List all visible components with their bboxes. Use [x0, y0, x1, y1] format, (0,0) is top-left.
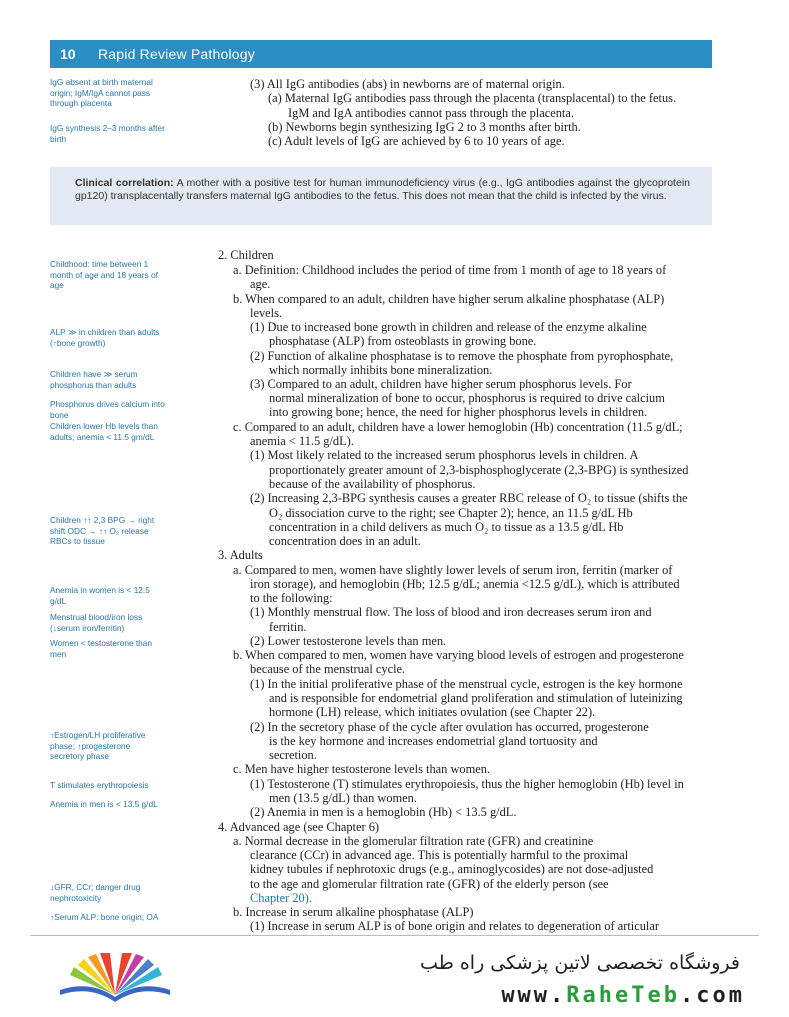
text-line: kidney tubules if nephrotoxic drugs (e.g., aminoglycosides) are not dose-adjusted	[250, 862, 654, 876]
text-line: secretion.	[269, 748, 317, 762]
text-line: because of the menstrual cycle.	[250, 662, 406, 676]
text-line: (1) Monthly menstrual flow. The loss of blood and iron decreases serum iron and	[250, 605, 652, 619]
clinical-correlation-text	[75, 177, 690, 203]
side-note: ↑Serum ALP: bone origin; OA	[50, 912, 159, 922]
text-line: (c) Adult levels of IgG are achieved by 6 to 10 years of age.	[268, 134, 565, 148]
clinical-correlation-box	[50, 167, 712, 225]
text-line: to the following:	[250, 591, 333, 605]
text-line: proportionately greater amount of 2,3-bisphosphoglycerate (2,3-BPG) is synthesized	[269, 463, 689, 477]
text-line: c. Men have higher testosterone levels than women.	[233, 762, 491, 776]
text-line: 4. Advanced age (see Chapter 6)	[218, 820, 380, 834]
text-line: age.	[250, 277, 271, 291]
text-line: (1) Most likely related to the increased serum phosphorus levels in children. A	[250, 448, 639, 462]
chapter-link[interactable]: Chapter 20).	[250, 891, 312, 905]
text-line: c. Compared to an adult, children have a lower hemoglobin (Hb) concentration (11.5 g/dL;	[233, 420, 683, 434]
text-line: (b) Newborns begin synthesizing IgG 2 to 3 months after birth.	[268, 120, 581, 134]
text-line: phosphatase (ALP) from osteoblasts in growing bone.	[269, 334, 537, 348]
shop-url[interactable]	[405, 983, 745, 1008]
side-note: Children lower Hb levels than adults; anemia < 11.5 gm/dL	[50, 421, 158, 442]
text-line: a. Normal decrease in the glomerular filtration rate (GFR) and creatinine	[233, 834, 594, 848]
side-note: Anemia in men is < 13.5 g/dL	[50, 799, 158, 809]
text-line: 3. Adults	[218, 548, 263, 562]
shop-name: فروشگاه تخصصی لاتین پزشکی راه طب	[420, 952, 740, 974]
side-note: IgG absent at birth maternal origin; IgM/IgA cannot pass through placenta	[50, 77, 153, 108]
text-line: b. When compared to men, women have varying blood levels of estrogen and progesterone	[233, 648, 684, 662]
text-line: a. Compared to men, women have slightly lower levels of serum iron, ferritin (marker of	[233, 563, 673, 577]
text-line: anemia < 11.5 g/dL).	[250, 434, 354, 448]
side-note: ↓GFR, CCr; danger drug nephrotoxicity	[50, 882, 141, 903]
side-note: T stimulates erythropoiesis	[50, 780, 149, 790]
text-line: (1) Increase in serum ALP is of bone origin and relates to degeneration of articular	[250, 919, 659, 933]
text-line: because of the availability of phosphorus.	[269, 477, 476, 491]
text-line: to the age and glomerular filtration rate (GFR) of the elderly person (see	[250, 877, 609, 891]
text-line: (2) In the secretory phase of the cycle after ovulation has occurred, progesterone	[250, 720, 649, 734]
side-note: ↑Estrogen/LH proliferative phase; ↑progesterone secretory phase	[50, 730, 146, 761]
url-suffix: .com	[680, 983, 745, 1008]
clinical-correlation-body: A mother with a positive test for human immunodeficiency virus (e.g., IgG antibodies against the glycoprotein gp120) transplacentally transfers maternal IgG antibodies to the fetus. This does not mean that the child is infected by the virus.	[75, 177, 690, 202]
text-line: (3) Compared to an adult, children have higher serum phosphorus levels. For	[250, 377, 632, 391]
footer-divider	[30, 935, 759, 936]
text-line: O₂ dissociation curve to the right; see Chapter 2); hence, an 11.5 g/dL Hb	[269, 506, 633, 520]
text-line: a. Definition: Childhood includes the period of time from 1 month of age to 18 years of	[233, 263, 667, 277]
text-line: clearance (CCr) in advanced age. This is potentially harmful to the proximal	[250, 848, 629, 862]
text-line: (2) Increasing 2,3-BPG synthesis causes a greater RBC release of O₂ to tissue (shifts the	[250, 491, 688, 505]
text-line: which normally inhibits bone mineralization.	[269, 363, 493, 377]
text-line: concentration in a child delivers as much O₂ to tissue as a 13.5 g/dL Hb	[269, 520, 624, 534]
side-note: ALP ≫ in children than adults (↑bone growth)	[50, 327, 160, 348]
text-line: (1) Testosterone (T) stimulates erythropoiesis, thus the higher hemoglobin (Hb) level in	[250, 777, 684, 791]
clinical-correlation-label: Clinical correlation:	[75, 177, 174, 189]
text-line: (a) Maternal IgG antibodies pass through the placenta (transplacental) to the fetus.	[268, 91, 677, 105]
text-line: 2. Children	[218, 248, 274, 262]
text-line: men (13.5 g/dL) than women.	[269, 791, 417, 805]
text-line: (2) Anemia in men is a hemoglobin (Hb) < 13.5 g/dL.	[250, 805, 517, 819]
url-prefix: www.	[501, 983, 567, 1008]
side-note: Children have ≫ serum phosphorus than adults	[50, 369, 138, 390]
text-line: (3) All IgG antibodies (abs) in newborns are of maternal origin.	[250, 77, 565, 91]
text-line: (1) Due to increased bone growth in children and release of the enzyme alkaline	[250, 320, 647, 334]
url-brand: RaheTeb	[566, 983, 681, 1008]
text-line: hormone (LH) release, which initiates ovulation (see Chapter 22).	[269, 705, 596, 719]
text-line: (2) Lower testosterone levels than men.	[250, 634, 447, 648]
text-line: levels.	[250, 306, 282, 320]
text-line: normal mineralization of bone to occur, phosphorus is required to drive calcium	[269, 391, 665, 405]
text-line: and is responsible for endometrial gland proliferation and stimulation of luteinizing	[269, 691, 683, 705]
side-note: IgG synthesis 2–3 months after birth	[50, 123, 165, 144]
text-line: concentration does in an adult.	[269, 534, 421, 548]
text-line: iron storage), and hemoglobin (Hb; 12.5 g/dL; anemia <12.5 g/dL), which is attributed	[250, 577, 680, 591]
text-line: b. When compared to an adult, children have higher serum alkaline phosphatase (ALP)	[233, 292, 665, 306]
text-line: b. Increase in serum alkaline phosphatase (ALP)	[233, 905, 474, 919]
text-line: into growing bone; hence, the need for higher phosphorus levels in children.	[269, 405, 648, 419]
side-note: Phosphorus drives calcium into bone	[50, 399, 165, 420]
side-note: Menstrual blood/iron loss (↓serum iron/ferritin)	[50, 612, 143, 633]
side-note: Women < testosterone than men	[50, 638, 153, 659]
text-line: is the key hormone and increases endometrial gland tortuosity and	[269, 734, 598, 748]
book-logo-icon	[40, 945, 190, 1005]
text-line: ferritin.	[269, 620, 307, 634]
page-header	[50, 40, 712, 68]
book-title: Rapid Review Pathology	[98, 46, 255, 62]
side-note: Children ↑↑ 2,3 BPG → right shift ODC → ↑↑ O₂ release RBCs to tissue	[50, 515, 155, 546]
side-note: Childhood: time between 1 month of age and 18 years of age	[50, 259, 158, 290]
text-line: (1) In the initial proliferative phase of the menstrual cycle, estrogen is the key hormone	[250, 677, 683, 691]
side-note: Anemia in women is < 12.5 g/dL	[50, 585, 150, 606]
text-line: (2) Function of alkaline phosphatase is to remove the phosphate from pyrophosphate,	[250, 349, 674, 363]
page-number: 10	[60, 46, 76, 62]
text-line: IgM and IgA antibodies cannot pass through the placenta.	[288, 106, 574, 120]
